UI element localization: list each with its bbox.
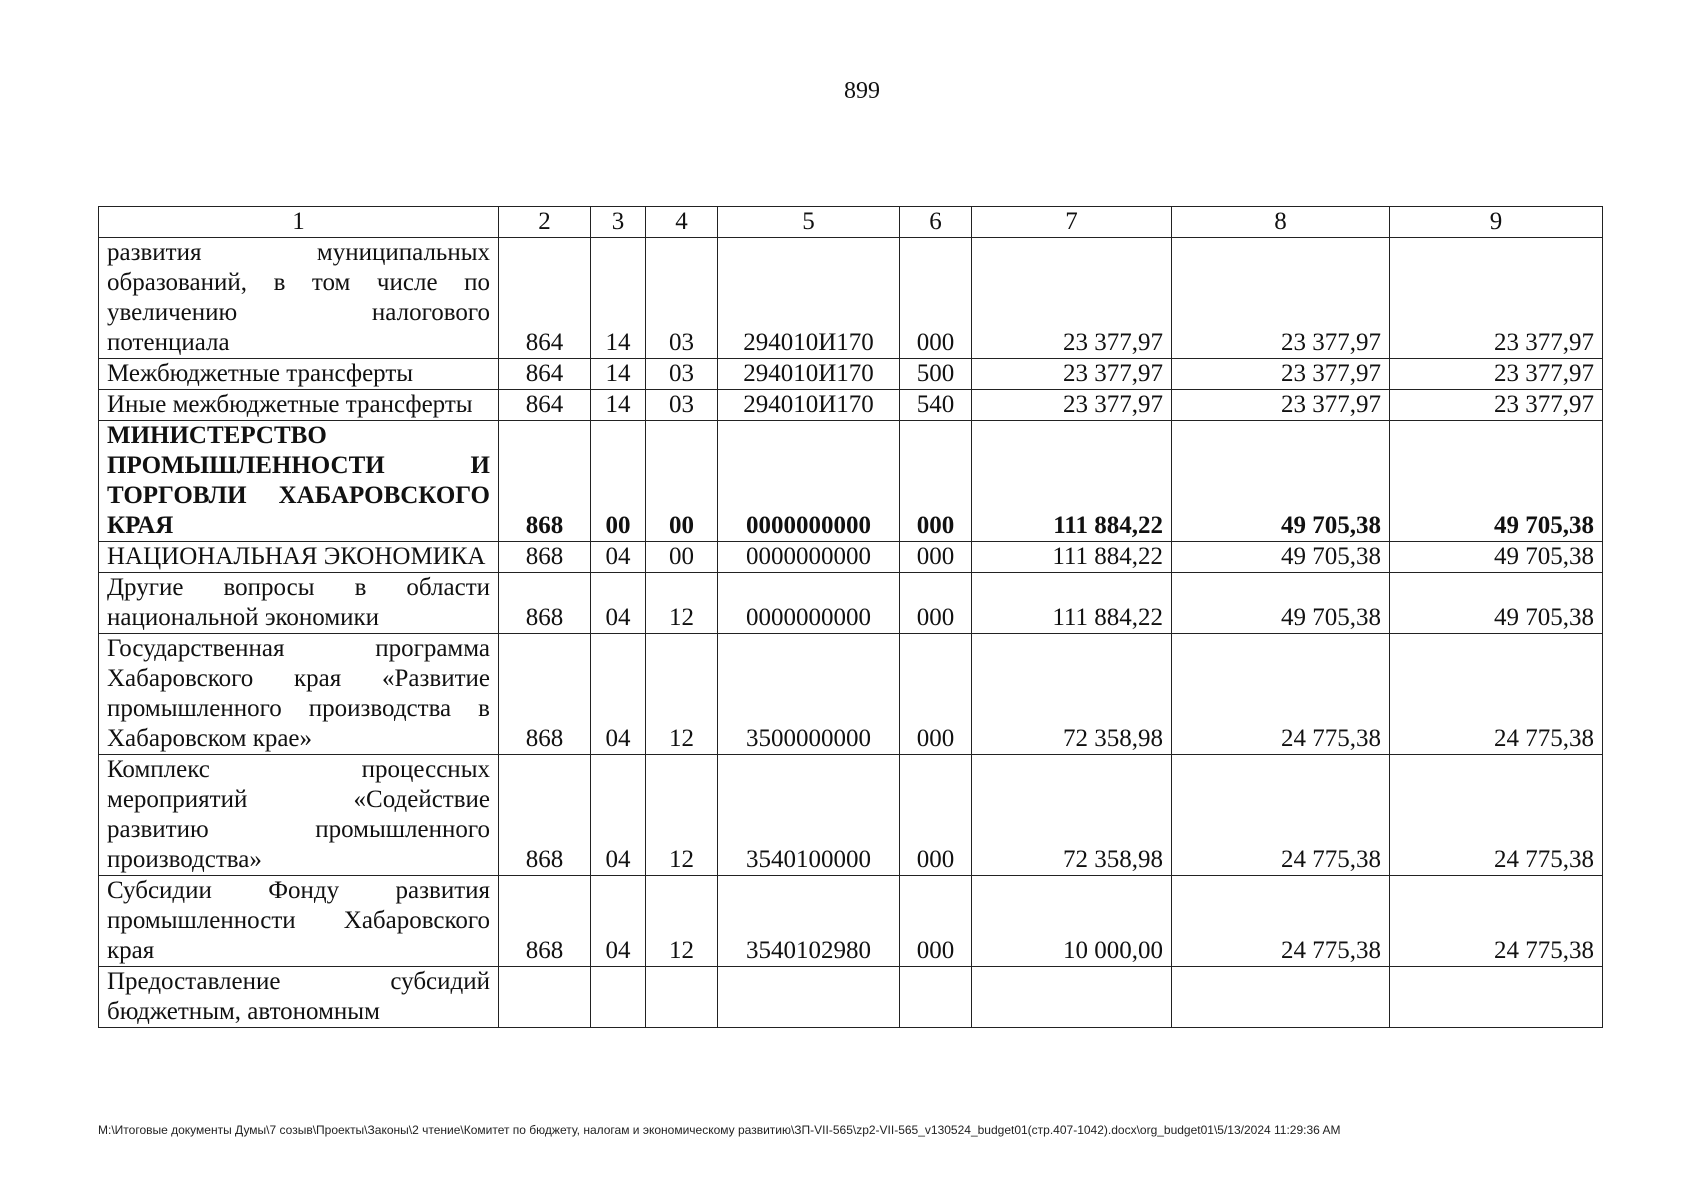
cell-col-3: 04 [591,876,646,967]
header-col-1: 1 [99,207,499,238]
row-name: НАЦИОНАЛЬНАЯ ЭКОНОМИКА [99,542,499,573]
cell-col-3: 00 [591,421,646,542]
cell-col-6: 000 [900,634,972,755]
cell-col-9: 24 775,38 [1390,755,1603,876]
cell-col-7: 111 884,22 [972,421,1172,542]
cell-col-8: 23 377,97 [1172,390,1390,421]
cell-col-3: 04 [591,573,646,634]
cell-col-5: 3500000000 [718,634,900,755]
cell-col-9: 24 775,38 [1390,634,1603,755]
cell-col-2: 868 [499,542,591,573]
table-row [99,573,1603,634]
cell-col-6: 000 [900,755,972,876]
cell-col-7 [972,967,1172,1028]
row-name: развития муниципальных образований, в том числе по увеличению налогового потенциала [99,238,499,359]
cell-col-9 [1390,967,1603,1028]
header-col-6: 6 [900,207,972,238]
cell-col-6: 000 [900,421,972,542]
table-row [99,359,1603,390]
cell-col-4: 03 [646,238,718,359]
table-row [99,542,1603,573]
cell-col-6: 000 [900,238,972,359]
cell-col-9: 23 377,97 [1390,390,1603,421]
cell-col-6 [900,967,972,1028]
cell-col-5: 294010И170 [718,390,900,421]
cell-col-2: 868 [499,755,591,876]
table-row [99,390,1603,421]
cell-col-7: 72 358,98 [972,755,1172,876]
cell-col-3: 14 [591,390,646,421]
cell-col-6: 500 [900,359,972,390]
cell-col-3: 14 [591,359,646,390]
cell-col-8: 49 705,38 [1172,573,1390,634]
cell-col-8: 24 775,38 [1172,634,1390,755]
cell-col-5: 3540102980 [718,876,900,967]
cell-col-8 [1172,967,1390,1028]
cell-col-9: 49 705,38 [1390,542,1603,573]
cell-col-8: 23 377,97 [1172,238,1390,359]
header-col-3: 3 [591,207,646,238]
cell-col-2: 864 [499,359,591,390]
cell-col-3: 04 [591,634,646,755]
page-number: 899 [844,78,880,104]
cell-col-5: 0000000000 [718,542,900,573]
cell-col-2: 864 [499,238,591,359]
document-file-path: M:\Итоговые документы Думы\7 созыв\Проекты\Законы\2 чтение\Комитет по бюджету, налогам и экономическому развитию\ЗП-VII-565\zp2-VII-565_v130524_budget01(стр.407-1042).docx\org_budget01\5/13/2024 11:29:36 AM [98,1123,1341,1137]
cell-col-3: 04 [591,542,646,573]
row-name: Иные межбюджетные трансферты [99,390,499,421]
table-row [99,634,1603,755]
cell-col-4: 12 [646,573,718,634]
cell-col-4: 00 [646,542,718,573]
row-name: Межбюджетные трансферты [99,359,499,390]
cell-col-9: 23 377,97 [1390,238,1603,359]
cell-col-7: 72 358,98 [972,634,1172,755]
cell-col-7: 23 377,97 [972,390,1172,421]
cell-col-7: 10 000,00 [972,876,1172,967]
cell-col-5: 294010И170 [718,359,900,390]
budget-table [98,206,1603,1028]
cell-col-7: 23 377,97 [972,238,1172,359]
cell-col-8: 49 705,38 [1172,421,1390,542]
cell-col-9: 49 705,38 [1390,573,1603,634]
cell-col-3 [591,967,646,1028]
cell-col-2 [499,967,591,1028]
header-col-8: 8 [1172,207,1390,238]
table-row [99,238,1603,359]
cell-col-6: 000 [900,876,972,967]
cell-col-4: 12 [646,876,718,967]
header-col-7: 7 [972,207,1172,238]
cell-col-9: 24 775,38 [1390,876,1603,967]
cell-col-9: 23 377,97 [1390,359,1603,390]
cell-col-7: 111 884,22 [972,542,1172,573]
cell-col-3: 04 [591,755,646,876]
header-col-5: 5 [718,207,900,238]
cell-col-9: 49 705,38 [1390,421,1603,542]
cell-col-4 [646,967,718,1028]
header-row [99,207,1603,238]
header-col-2: 2 [499,207,591,238]
cell-col-6: 000 [900,573,972,634]
cell-col-7: 111 884,22 [972,573,1172,634]
cell-col-2: 868 [499,421,591,542]
header-col-4: 4 [646,207,718,238]
table-row-ministry [99,421,1603,542]
cell-col-5: 0000000000 [718,421,900,542]
row-name: Государственная программа Хабаровского края «Развитие промышленного производства в Хабаровском крае» [99,634,499,755]
header-col-9: 9 [1390,207,1603,238]
cell-col-4: 00 [646,421,718,542]
cell-col-3: 14 [591,238,646,359]
row-name: МИНИСТЕРСТВО ПРОМЫШЛЕННОСТИ И ТОРГОВЛИ ХАБАРОВСКОГО КРАЯ [99,421,499,542]
table-row [99,755,1603,876]
cell-col-2: 868 [499,876,591,967]
table-row [99,876,1603,967]
cell-col-4: 12 [646,634,718,755]
cell-col-5: 3540100000 [718,755,900,876]
cell-col-2: 868 [499,634,591,755]
cell-col-5: 294010И170 [718,238,900,359]
cell-col-6: 540 [900,390,972,421]
cell-col-4: 12 [646,755,718,876]
cell-col-2: 868 [499,573,591,634]
cell-col-6: 000 [900,542,972,573]
cell-col-5 [718,967,900,1028]
cell-col-8: 49 705,38 [1172,542,1390,573]
cell-col-5: 0000000000 [718,573,900,634]
row-name: Субсидии Фонду развития промышленности Хабаровского края [99,876,499,967]
table-row [99,967,1603,1028]
cell-col-4: 03 [646,390,718,421]
row-name: Предоставление субсидий бюджетным, автономным [99,967,499,1028]
cell-col-8: 24 775,38 [1172,876,1390,967]
cell-col-2: 864 [499,390,591,421]
row-name: Комплекс процессных мероприятий «Содействие развитию промышленного производства» [99,755,499,876]
cell-col-8: 23 377,97 [1172,359,1390,390]
cell-col-4: 03 [646,359,718,390]
cell-col-7: 23 377,97 [972,359,1172,390]
row-name: Другие вопросы в области национальной экономики [99,573,499,634]
cell-col-8: 24 775,38 [1172,755,1390,876]
